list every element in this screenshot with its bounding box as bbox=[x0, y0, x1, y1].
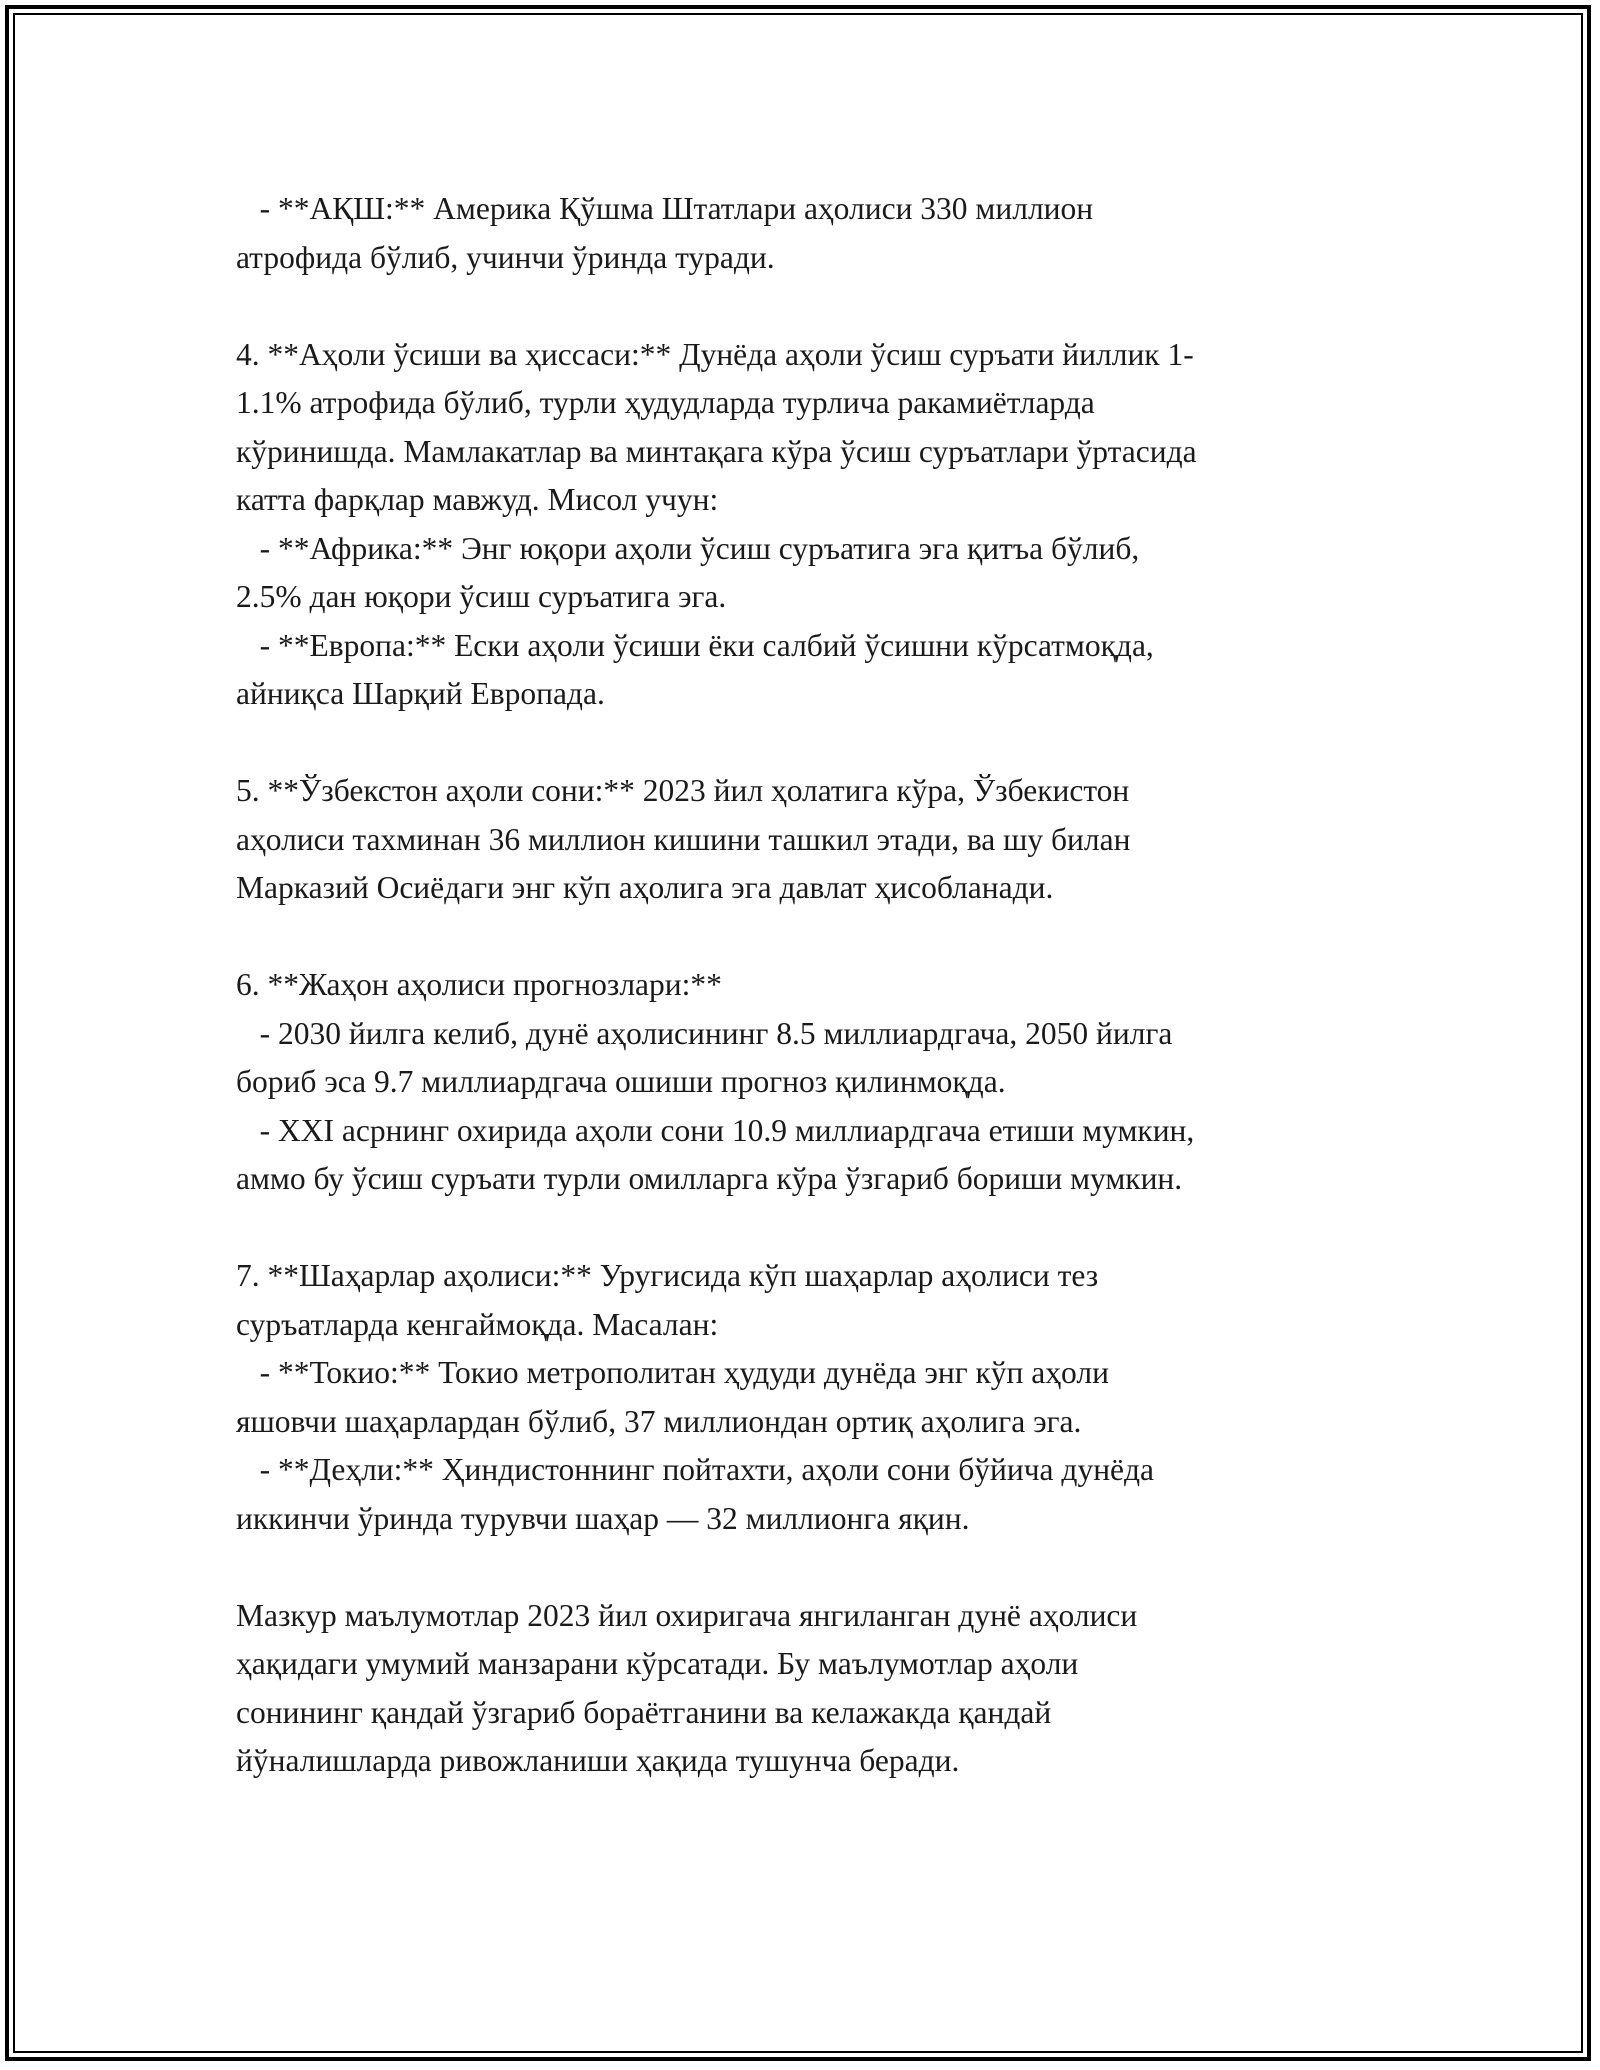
text-line: 6. **Жаҳон аҳолиси прогнозлари:** bbox=[236, 967, 722, 1002]
usa-item bbox=[236, 185, 1396, 282]
text-line: - 2030 йилга келиб, дунё аҳолисининг 8.5 миллиардгача, 2050 йилга bbox=[236, 1015, 1173, 1051]
text-line: - **Деҳли:** Ҳиндистоннинг пойтахти, аҳоли сони бўйича дунёда bbox=[236, 1452, 1155, 1487]
text-line: - **АҚШ:** Америка Қўшма Штатлари аҳолиси 330 миллион bbox=[236, 191, 1094, 226]
paragraph-gap bbox=[236, 282, 1396, 331]
text-line: - **Европа:** Ески аҳоли ўсиши ёки салбий ўсишни кўрсатмоқда, bbox=[236, 627, 1154, 663]
text-line: 4. **Аҳоли ўсиши ва ҳиссаси:** Дунёда аҳоли ўсиш суръати йиллик 1- bbox=[236, 336, 1194, 372]
section-6 bbox=[236, 961, 1396, 1204]
text-line: Мазкур маълумотлар 2023 йил охиригача янгиланган дунё аҳолиси bbox=[236, 1597, 1138, 1633]
text-line: яшовчи шаҳарлардан бўлиб, 37 миллиондан ортиқ аҳолига эга. bbox=[236, 1403, 1082, 1439]
text-line: 5. **Ўзбекстон аҳоли сони:** 2023 йил ҳолатига кўра, Ўзбекистон bbox=[236, 773, 1130, 808]
text-line: Марказий Осиёдаги энг кўп аҳолига эга давлат ҳисобланади. bbox=[236, 870, 1054, 905]
text-line: аммо бу ўсиш суръати турли омилларга кўра ўзгариб бориши мумкин. bbox=[236, 1161, 1183, 1196]
conclusion bbox=[236, 1592, 1396, 1786]
text-line: иккинчи ўринда турувчи шаҳар — 32 миллионга яқин. bbox=[236, 1500, 970, 1536]
text-line: бориб эса 9.7 миллиардгача ошиши прогноз қилинмоқда. bbox=[236, 1064, 1006, 1099]
text-line: ҳақидаги умумий манзарани кўрсатади. Бу маълумотлар аҳоли bbox=[236, 1646, 1079, 1681]
text-line: 2.5% дан юқори ўсиш суръатига эга. bbox=[236, 579, 727, 614]
text-line: аҳолиси тахминан 36 миллион кишини ташкил этади, ва шу билан bbox=[236, 821, 1131, 857]
text-line: суръатларда кенгаймоқда. Масалан: bbox=[236, 1306, 719, 1342]
text-line: - **Токио:** Токио метрополитан ҳудуди дунёда энг кўп аҳоли bbox=[236, 1355, 1109, 1390]
text-line: катта фарқлар мавжуд. Мисол учун: bbox=[236, 482, 719, 517]
paragraph-gap bbox=[236, 1204, 1396, 1253]
section-4 bbox=[236, 331, 1396, 719]
text-line: - XXI асрнинг охирида аҳоли сони 10.9 миллиардгача етиши мумкин, bbox=[236, 1112, 1195, 1148]
text-line: атрофида бўлиб, учинчи ўринда туради. bbox=[236, 239, 775, 275]
text-line: 7. **Шаҳарлар аҳолиси:** Уругисида кўп шаҳарлар аҳолиси тез bbox=[236, 1258, 1099, 1293]
section-5 bbox=[236, 767, 1396, 913]
text-line: кўринишда. Мамлакатлар ва минтақага кўра ўсиш суръатлари ўртасида bbox=[236, 433, 1197, 469]
text-line: сонининг қандай ўзгариб бораётганини ва келажакда қандай bbox=[236, 1694, 1052, 1730]
text-line: 1.1% атрофида бўлиб, турли ҳудудларда турлича ракамиётларда bbox=[236, 385, 1095, 420]
paragraph-gap bbox=[236, 1543, 1396, 1592]
section-7 bbox=[236, 1252, 1396, 1543]
text-line: - **Африка:** Энг юқори аҳоли ўсиш суръатига эга қитъа бўлиб, bbox=[236, 530, 1140, 566]
paragraph-gap bbox=[236, 913, 1396, 962]
text-line: йўналишларда ривожланиши ҳақида тушунча беради. bbox=[236, 1743, 960, 1778]
text-line: айниқса Шарқий Европада. bbox=[236, 676, 605, 711]
paragraph-gap bbox=[236, 719, 1396, 768]
document-body bbox=[236, 185, 1396, 1786]
